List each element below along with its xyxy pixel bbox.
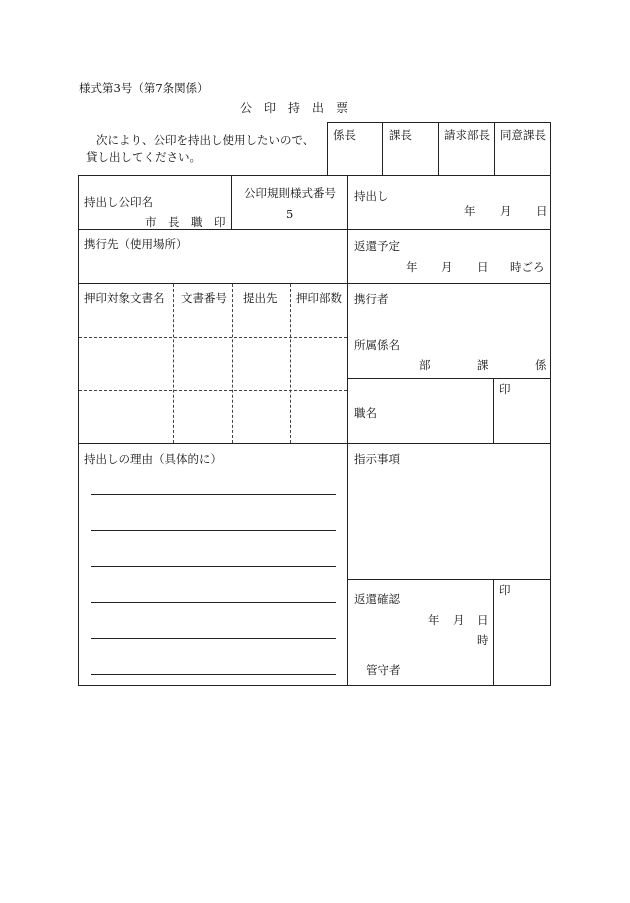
seal-name-label: 持出し公印名 — [84, 195, 153, 209]
approver-doi-kacho: 同意課長 — [500, 128, 546, 142]
form-number: 様式第3号（第7条関係） — [79, 81, 209, 95]
request-text-line1: 次により、公印を持出し使用したいので、 — [96, 133, 315, 147]
reason-label: 持出しの理由（具体的に） — [84, 452, 222, 466]
doc-header-recipient: 提出先 — [243, 291, 278, 305]
return-confirm-label: 返還確認 — [354, 592, 400, 606]
takeout-month: 月 — [500, 204, 512, 218]
seal-mark-carrier: 印 — [499, 382, 511, 396]
department-kakari: 係 — [535, 358, 547, 372]
seal-number-value: 5 — [286, 207, 294, 221]
destination-label: 携行先（使用場所） — [84, 237, 188, 251]
return-plan-day: 日 — [477, 260, 489, 274]
return-confirm-month: 月 — [453, 613, 465, 627]
return-plan-year: 年 — [406, 260, 418, 274]
doc-header-number: 文書番号 — [181, 291, 227, 305]
return-plan-label: 返還予定 — [354, 239, 400, 253]
return-confirm-time: 時 — [477, 633, 489, 647]
department-ka: 課 — [477, 358, 489, 372]
return-plan-month: 月 — [441, 260, 453, 274]
carrier-label: 携行者 — [354, 292, 389, 306]
seal-number-label: 公印規則様式番号 — [244, 186, 336, 200]
instructions-label: 指示事項 — [354, 452, 400, 466]
form-title: 公 印 持 出 票 — [240, 101, 349, 115]
return-confirm-year: 年 — [428, 613, 440, 627]
return-confirm-day: 日 — [477, 613, 489, 627]
custodian-label: 管守者 — [366, 663, 401, 677]
return-plan-time: 時ごろ — [510, 260, 545, 274]
approver-seikyu-bucho: 請求部長 — [444, 128, 490, 142]
position-label: 職名 — [354, 406, 377, 420]
seal-mark-custodian: 印 — [499, 583, 511, 597]
seal-name-value: 市 長 職 印 — [145, 215, 226, 229]
department-label: 所属係名 — [354, 338, 400, 352]
department-bu: 部 — [419, 358, 431, 372]
takeout-label: 持出し — [354, 189, 389, 203]
takeout-year: 年 — [464, 204, 476, 218]
approver-kakaricho: 係長 — [333, 128, 356, 142]
takeout-day: 日 — [536, 204, 548, 218]
request-text-line2: 貸し出してください。 — [86, 150, 201, 164]
doc-header-count: 押印部数 — [296, 291, 342, 305]
doc-header-name: 押印対象文書名 — [84, 291, 165, 305]
approver-kacho: 課長 — [389, 128, 412, 142]
